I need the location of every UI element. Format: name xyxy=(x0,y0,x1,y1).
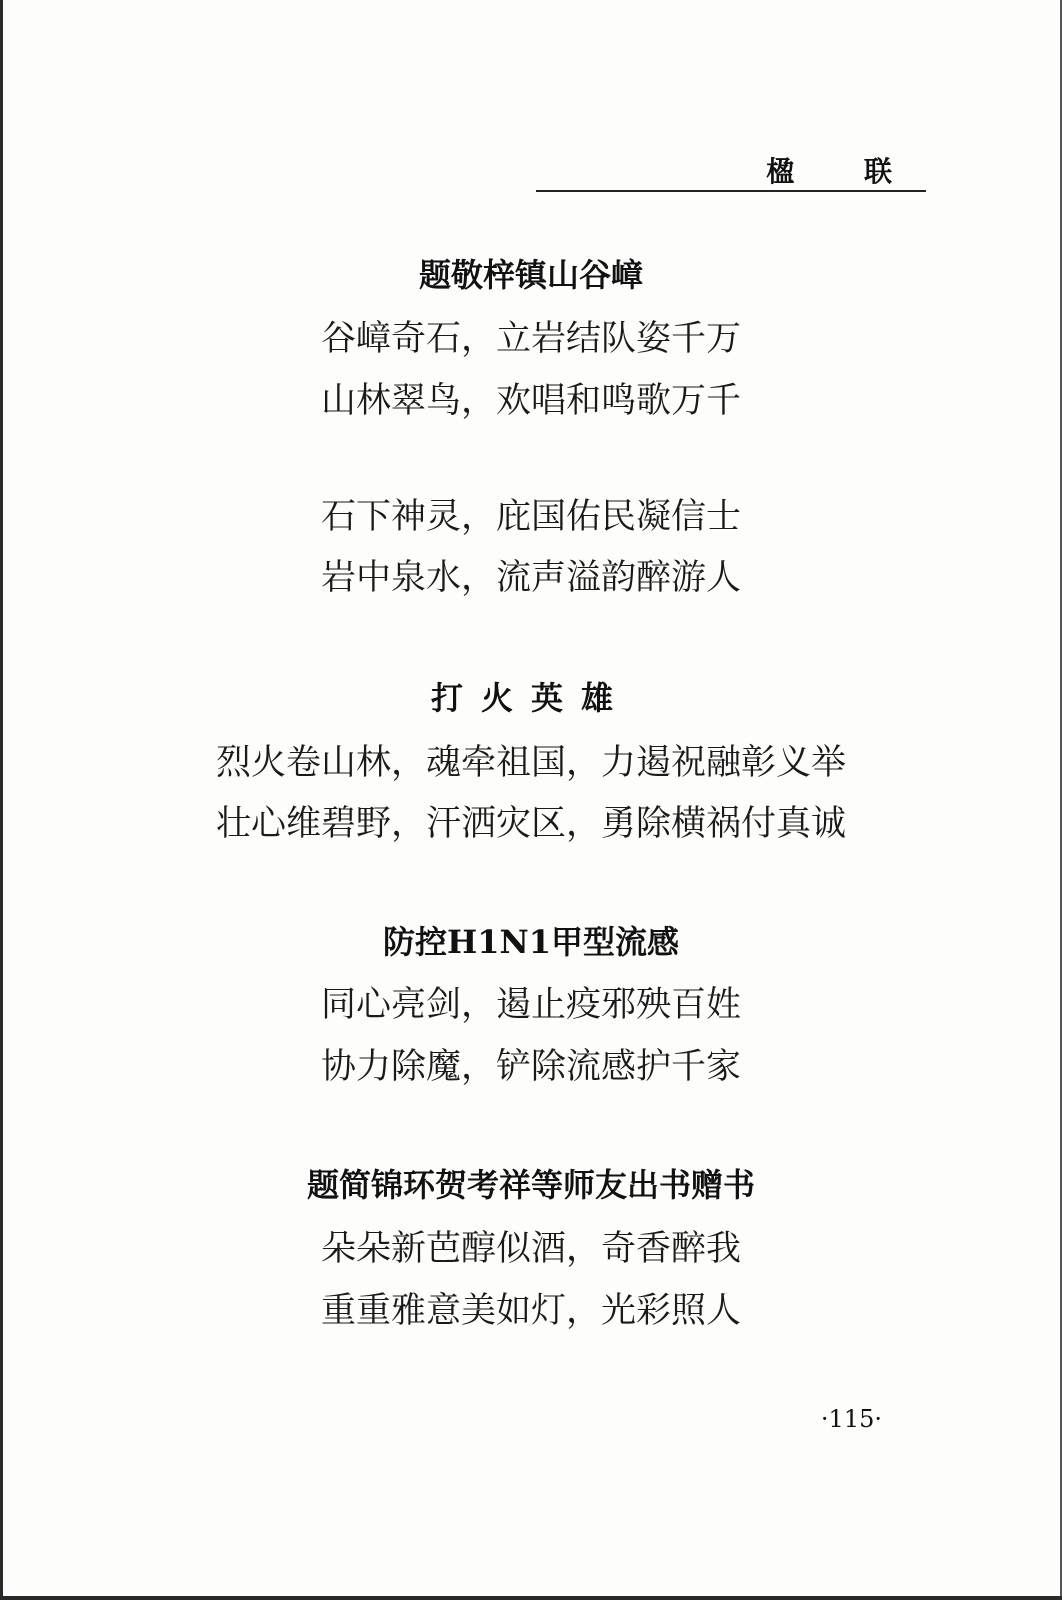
page-number: ·115· xyxy=(820,1405,882,1433)
scan-edge-bottom xyxy=(0,1596,1062,1600)
couplet-line: 山林翠鸟，欢唱和鸣歌万千 xyxy=(320,381,741,421)
couplet-line: 朵朵新芭醇似酒，奇香醉我 xyxy=(320,1229,741,1269)
couplet-line: 同心亮剑，遏止疫邪殃百姓 xyxy=(320,985,741,1025)
couplet-line: 协力除魔，铲除流感护千家 xyxy=(320,1047,741,1087)
couplet-line: 重重雅意美如灯，光彩照人 xyxy=(320,1291,741,1331)
couplet-line: 岩中泉水，流声溢韵醉游人 xyxy=(320,558,741,598)
running-header: 楹 联 xyxy=(766,155,922,188)
couplet-line: 壮心维碧野，汗洒灾区，勇除横祸付真诚 xyxy=(215,804,846,844)
section-title: 题敬梓镇山谷嶂 xyxy=(418,256,643,294)
couplet-line: 石下神灵，庇国佑民凝信士 xyxy=(320,497,741,537)
section-title: 打火英雄 xyxy=(430,679,631,717)
section-title: 防控H1N1甲型流感 xyxy=(382,923,680,961)
couplet-line: 谷嶂奇石，立岩结队姿千万 xyxy=(320,319,741,359)
section-title: 题简锦环贺考祥等师友出书赠书 xyxy=(306,1166,755,1204)
couplet-line: 烈火卷山林，魂牵祖国，力遏祝融彰义举 xyxy=(215,743,846,783)
header-rule xyxy=(536,190,926,192)
